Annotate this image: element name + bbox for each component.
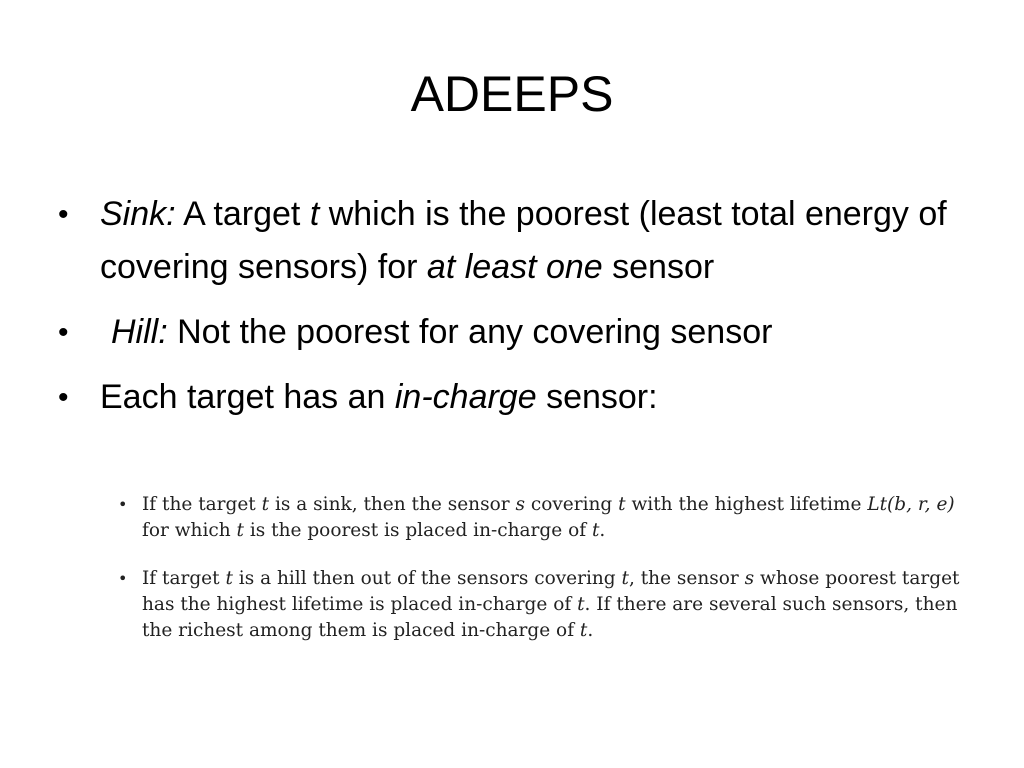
text: for which (142, 520, 237, 541)
text: is the poorest is placed in-charge of (243, 520, 592, 541)
bullet-dot-icon: • (58, 381, 69, 414)
sink-rule-line-1 (142, 492, 990, 518)
sink-text-3: sensor (602, 248, 715, 286)
math-lifetime: Lt(b, r, e) (867, 494, 955, 515)
bullet-dot-icon: • (58, 198, 69, 231)
bullet-list (56, 188, 986, 436)
math-var: s (744, 568, 755, 589)
sub-bullet-dot-icon: • (118, 495, 128, 514)
math-var: t (261, 494, 270, 515)
text: has the highest lifetime is placed in-charge of (142, 594, 578, 615)
math-var: t (579, 620, 588, 641)
text: the richest among them is placed in-charge of (142, 620, 580, 641)
term-hill: Hill: (111, 313, 168, 351)
sink-text-1: A target (175, 195, 310, 233)
bullet-sink (56, 188, 986, 294)
bullet-in-charge (56, 371, 986, 424)
sub-bullet-dot-icon: • (118, 569, 128, 588)
text: . (587, 620, 594, 641)
hill-rule-line-3 (142, 618, 990, 644)
bullet-dot-icon: • (58, 316, 69, 349)
term-sink: Sink: (100, 195, 176, 233)
text: whose poorest target (754, 568, 960, 589)
math-var: t (577, 594, 585, 615)
text: , the sensor (628, 568, 745, 589)
sub-bullet-sink-rule (114, 492, 990, 544)
text: . (599, 520, 606, 541)
slide-title: ADEEPS (410, 66, 614, 122)
text: with the highest lifetime (625, 494, 868, 515)
hill-rule-line-1 (142, 566, 990, 592)
text: covering (524, 494, 619, 515)
incharge-text-2: sensor: (536, 378, 658, 416)
incharge-emphasis: in-charge (394, 378, 537, 416)
bullet-hill (56, 306, 986, 359)
sub-bullet-list (114, 492, 990, 666)
text: . If there are several such sensors, then (584, 594, 958, 615)
math-var: t (621, 568, 629, 589)
text: If the target (142, 494, 262, 515)
sink-var-t: t (309, 195, 320, 233)
text: is a sink, then the sensor (269, 494, 516, 515)
math-var: t (591, 520, 600, 541)
hill-text: Not the poorest for any covering sensor (167, 313, 773, 351)
math-var: s (515, 494, 525, 515)
math-var: t (618, 494, 626, 515)
hill-rule-line-2 (142, 592, 990, 618)
incharge-text-1: Each target has an (100, 378, 395, 416)
math-var: t (225, 568, 233, 589)
sink-rule-line-2 (142, 518, 990, 544)
sink-text-2: which is the poorest (least total energy of covering sensors) for (100, 195, 947, 286)
sub-bullet-hill-rule (114, 566, 990, 644)
math-var: t (236, 520, 244, 541)
sink-emphasis: at least one (426, 248, 603, 286)
text: If target (142, 568, 226, 589)
text: is a hill then out of the sensors covering (232, 568, 622, 589)
